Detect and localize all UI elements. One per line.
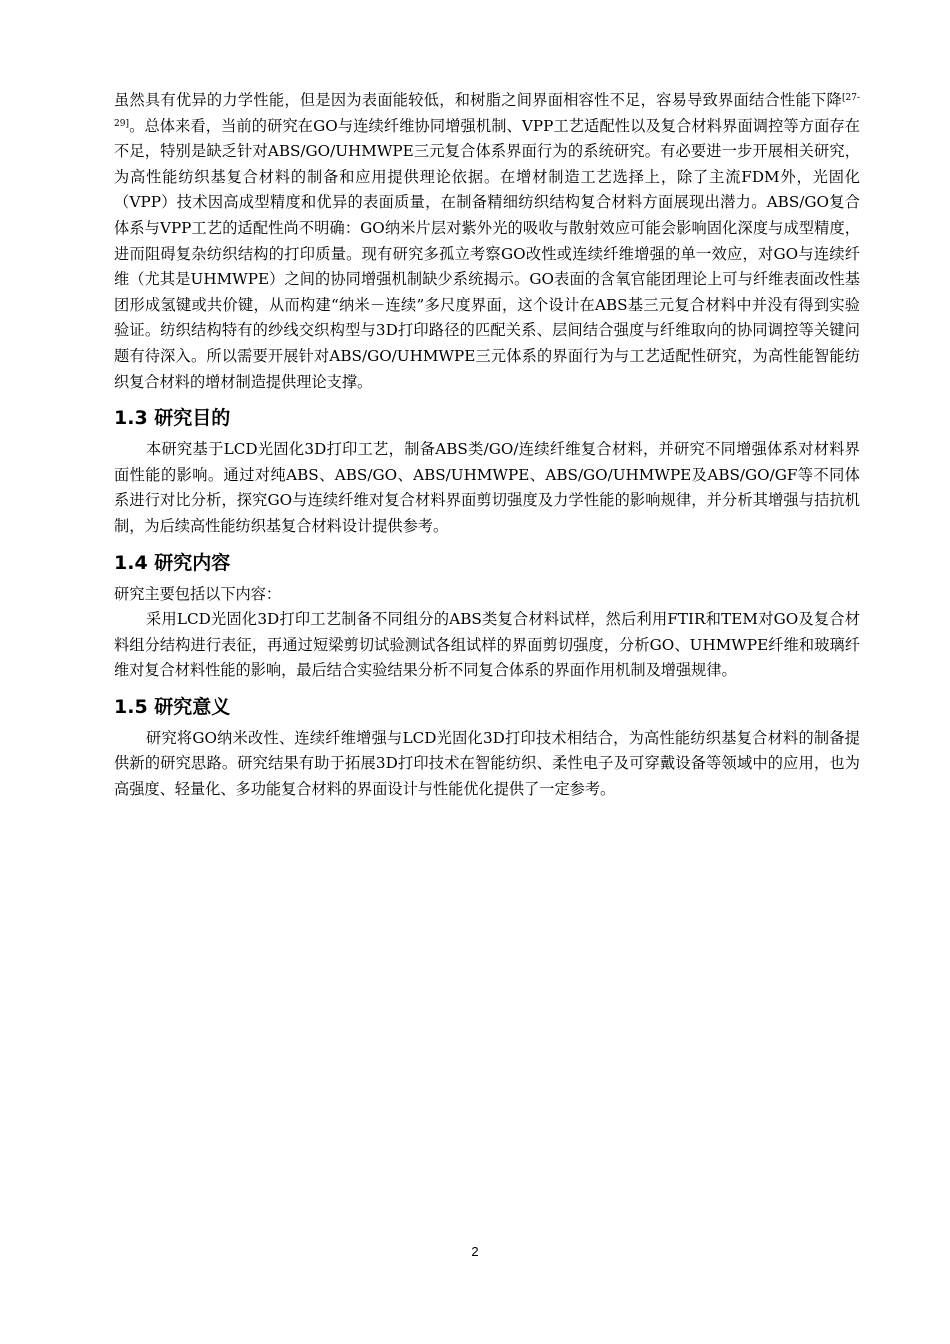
content-intro: 研究主要包括以下内容： xyxy=(114,584,282,603)
significance-paragraph: 研究将GO纳米改性、连续纤维增强与LCD光固化3D打印技术相结合，为高性能纺织基复合材料的制备提供新的研究思路。研究结果有助于拓展3D打印技术在智能纺织、柔性电子及可穿戴设备等领域中的应用，也为高强度、轻量化、多功能复合材料的界面设计与性能优化提供了一定参考。 xyxy=(114,728,860,799)
section-heading-purpose: 1.3 研究目的 xyxy=(114,407,231,430)
section-heading-significance: 1.5 研究意义 xyxy=(114,695,231,718)
page-content xyxy=(114,88,860,803)
page-number: 2 xyxy=(471,1244,479,1259)
content-paragraph: 采用LCD光固化3D打印工艺制备不同组分的ABS类复合材料试样，然后利用FTIR和TEM对GO及复合材料组分结构进行表征，再通过短梁剪切试验测试各组试样的界面剪切强度，分析GO、UHMWPE纤维和玻璃纤维对复合材料性能的影响，最后结合实验结果分析不同复合体系的界面作用机制及增强规律。 xyxy=(114,610,860,680)
purpose-paragraph: 本研究基于LCD光固化3D打印工艺，制备ABS类/GO/连续纤维复合材料，并研究不同增强体系对材料界面性能的影响。通过对纯ABS、ABS/GO、ABS/UHMWPE、ABS/GO/UHMWPE及ABS/GO/GF等不同体系进行对比分析，探究GO与连续纤维对复合材料界面剪切强度及力学性能的影响规律，并分析其增强与拮抗机制，为后续高性能纺织基复合材料设计提供参考。 xyxy=(114,440,860,535)
continuation-text-before: 虽然具有优异的力学性能，但是因为表面能较低，和树脂之间界面相容性不足，容易导致界面结合性能下降 xyxy=(114,91,842,109)
continuation-text-after: 。总体来看，当前的研究在GO与连续纤维协同增强机制、VPP工艺适配性以及复合材料界面调控等方面存在不足，特别是缺乏针对ABS/GO/UHMWPE三元复合体系界面行为的系统研究。有必要进一步开展相关研究，为高性能纺织基复合材料的制备和应用提供理论依据。在增材制造工艺选择上，除了主流FDM外，光固化（VPP）技术因高成型精度和优异的表面质量，在制备精细纺织结构复合材料方面展现出潜力。ABS/GO复合体系与VPP工艺的适配性尚不明确：GO纳米片层对紫外光的吸收与散射效应可能会影响固化深度与成型精度，进而阻碍复杂纺织结构的打印质量。现有研究多孤立考察GO改性或连续纤维增强的单一效应，对GO与连续纤维（尤其是UHMWPE）之间的协同增强机制缺少系统揭示。GO表面的含氧官能团理论上可与纤维表面改性基团形成氢键或共价键，从而构建“纳米－连续”多尺度界面，这个设计在ABS基三元复合材料中并没有得到实验验证。纺织结构特有的纱线交织构型与3D打印路径的匹配关系、层间结合强度与纤维取向的协同调控等关键问题有待深入。所以需要开展针对ABS/GO/UHMWPE三元体系的界面行为与工艺适配性研究，为高性能智能纺织复合材料的增材制造提供理论支撑。 xyxy=(114,116,860,391)
section-heading-content: 1.4 研究内容 xyxy=(114,551,231,574)
citation-marker: [27-29] xyxy=(114,93,860,129)
continuation-paragraph xyxy=(114,88,860,395)
